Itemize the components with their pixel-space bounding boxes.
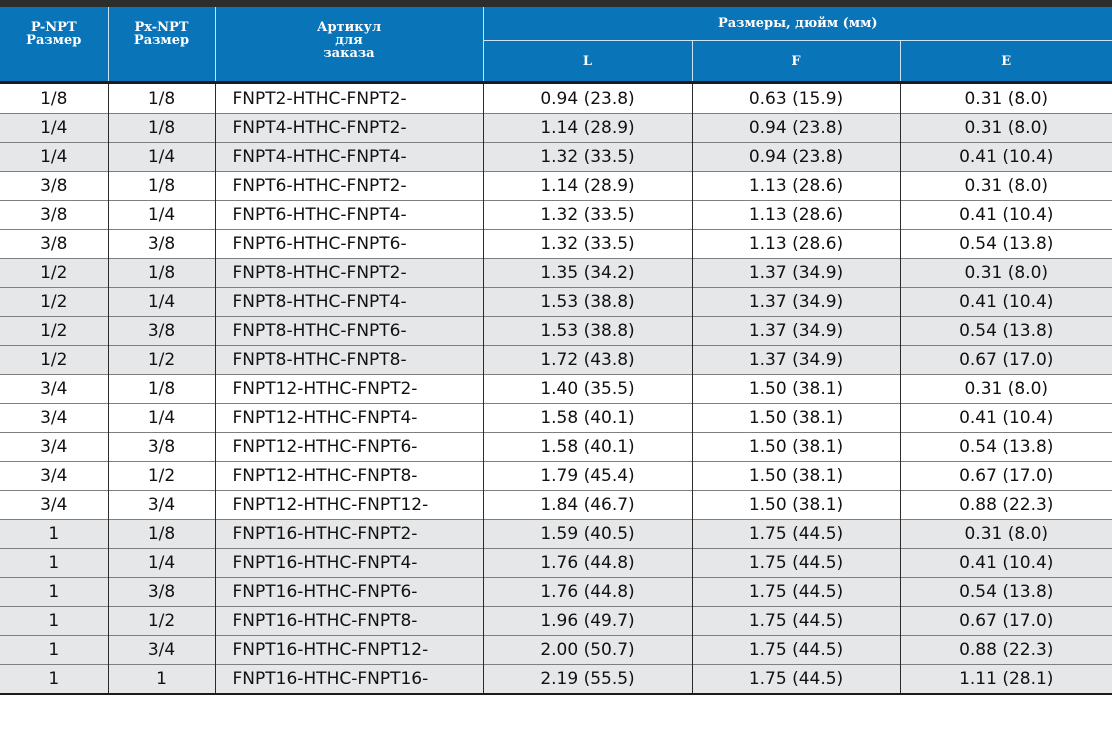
cell-dim-l: 1.53 (38.8) <box>483 317 692 346</box>
cell-part-number: FNPT12-HTHC-FNPT12- <box>215 491 483 520</box>
cell-part-number: FNPT8-HTHC-FNPT4- <box>215 288 483 317</box>
cell-part-number: FNPT8-HTHC-FNPT6- <box>215 317 483 346</box>
dimensions-table <box>0 7 1112 695</box>
cell-dim-e: 0.31 (8.0) <box>900 114 1112 143</box>
cell-dim-e: 0.54 (13.8) <box>900 433 1112 462</box>
cell-dim-e: 0.67 (17.0) <box>900 607 1112 636</box>
cell-dim-l: 1.40 (35.5) <box>483 375 692 404</box>
cell-px-npt-size: 3/4 <box>108 636 215 665</box>
cell-dim-e: 0.54 (13.8) <box>900 230 1112 259</box>
cell-part-number: FNPT4-HTHC-FNPT4- <box>215 143 483 172</box>
cell-p-npt-size: 1 <box>0 665 108 695</box>
cell-p-npt-size: 1 <box>0 520 108 549</box>
cell-px-npt-size: 3/8 <box>108 578 215 607</box>
cell-p-npt-size: 1 <box>0 607 108 636</box>
table-row <box>0 578 1112 607</box>
cell-px-npt-size: 1/2 <box>108 346 215 375</box>
header-px-npt-size-label: Px-NPT Размер <box>133 20 190 48</box>
cell-dim-e: 0.41 (10.4) <box>900 288 1112 317</box>
cell-dim-l: 1.14 (28.9) <box>483 114 692 143</box>
cell-dim-l: 1.84 (46.7) <box>483 491 692 520</box>
cell-p-npt-size: 1 <box>0 636 108 665</box>
cell-dim-l: 1.58 (40.1) <box>483 433 692 462</box>
table-row <box>0 433 1112 462</box>
header-part-number-label: Артикул для заказа <box>316 20 382 61</box>
cell-dim-e: 0.31 (8.0) <box>900 520 1112 549</box>
cell-dim-f: 1.50 (38.1) <box>692 462 900 491</box>
header-p-npt-size-label: P-NPT Размер <box>26 20 82 48</box>
cell-px-npt-size: 3/4 <box>108 491 215 520</box>
cell-dim-f: 1.13 (28.6) <box>692 172 900 201</box>
cell-dim-f: 1.75 (44.5) <box>692 520 900 549</box>
cell-px-npt-size: 1/8 <box>108 520 215 549</box>
table-row <box>0 404 1112 433</box>
cell-p-npt-size: 1/2 <box>0 317 108 346</box>
cell-px-npt-size: 1/4 <box>108 201 215 230</box>
table-row <box>0 491 1112 520</box>
cell-px-npt-size: 1/2 <box>108 607 215 636</box>
cell-p-npt-size: 1/2 <box>0 288 108 317</box>
cell-dim-f: 1.13 (28.6) <box>692 201 900 230</box>
cell-part-number: FNPT4-HTHC-FNPT2- <box>215 114 483 143</box>
cell-dim-f: 1.75 (44.5) <box>692 549 900 578</box>
table-body <box>0 83 1112 695</box>
cell-dim-e: 0.67 (17.0) <box>900 462 1112 491</box>
cell-dim-e: 0.41 (10.4) <box>900 549 1112 578</box>
cell-part-number: FNPT12-HTHC-FNPT2- <box>215 375 483 404</box>
cell-dim-e: 0.54 (13.8) <box>900 578 1112 607</box>
header-px-npt-size <box>108 7 215 83</box>
cell-dim-f: 1.50 (38.1) <box>692 433 900 462</box>
table-row <box>0 607 1112 636</box>
table-header <box>0 7 1112 83</box>
table-row <box>0 288 1112 317</box>
cell-dim-e: 0.41 (10.4) <box>900 201 1112 230</box>
cell-p-npt-size: 3/8 <box>0 230 108 259</box>
table-row <box>0 636 1112 665</box>
cell-part-number: FNPT6-HTHC-FNPT6- <box>215 230 483 259</box>
cell-dim-f: 1.37 (34.9) <box>692 259 900 288</box>
cell-part-number: FNPT16-HTHC-FNPT6- <box>215 578 483 607</box>
cell-dim-e: 0.31 (8.0) <box>900 375 1112 404</box>
cell-p-npt-size: 1/4 <box>0 114 108 143</box>
cell-px-npt-size: 1/2 <box>108 462 215 491</box>
cell-dim-l: 1.59 (40.5) <box>483 520 692 549</box>
cell-dim-e: 0.31 (8.0) <box>900 259 1112 288</box>
table-row <box>0 375 1112 404</box>
cell-p-npt-size: 1 <box>0 549 108 578</box>
cell-p-npt-size: 3/4 <box>0 462 108 491</box>
cell-dim-f: 0.63 (15.9) <box>692 83 900 114</box>
cell-px-npt-size: 1/4 <box>108 404 215 433</box>
cell-dim-f: 1.50 (38.1) <box>692 404 900 433</box>
cell-p-npt-size: 3/4 <box>0 491 108 520</box>
table-row <box>0 346 1112 375</box>
cell-dim-e: 0.31 (8.0) <box>900 172 1112 201</box>
cell-px-npt-size: 1/4 <box>108 549 215 578</box>
cell-dim-f: 1.75 (44.5) <box>692 665 900 695</box>
cell-dim-l: 1.76 (44.8) <box>483 549 692 578</box>
cell-px-npt-size: 1/8 <box>108 114 215 143</box>
cell-dim-e: 0.41 (10.4) <box>900 404 1112 433</box>
cell-dim-l: 1.32 (33.5) <box>483 230 692 259</box>
cell-part-number: FNPT8-HTHC-FNPT8- <box>215 346 483 375</box>
table-row <box>0 143 1112 172</box>
cell-dim-f: 0.94 (23.8) <box>692 143 900 172</box>
cell-p-npt-size: 3/4 <box>0 433 108 462</box>
cell-dim-l: 1.14 (28.9) <box>483 172 692 201</box>
table-row <box>0 230 1112 259</box>
table-row <box>0 259 1112 288</box>
header-p-npt-size <box>0 7 108 83</box>
cell-dim-l: 1.35 (34.2) <box>483 259 692 288</box>
cell-dim-l: 1.32 (33.5) <box>483 143 692 172</box>
cell-dim-l: 1.76 (44.8) <box>483 578 692 607</box>
header-dim-e: E <box>900 41 1112 83</box>
cell-p-npt-size: 1/2 <box>0 346 108 375</box>
cell-part-number: FNPT12-HTHC-FNPT6- <box>215 433 483 462</box>
cell-dim-f: 1.13 (28.6) <box>692 230 900 259</box>
table-row <box>0 520 1112 549</box>
cell-dim-e: 0.31 (8.0) <box>900 83 1112 114</box>
cell-p-npt-size: 1 <box>0 578 108 607</box>
cell-p-npt-size: 1/2 <box>0 259 108 288</box>
cell-part-number: FNPT16-HTHC-FNPT8- <box>215 607 483 636</box>
cell-dim-l: 2.00 (50.7) <box>483 636 692 665</box>
cell-p-npt-size: 3/4 <box>0 375 108 404</box>
cell-dim-f: 1.75 (44.5) <box>692 578 900 607</box>
cell-dim-l: 1.53 (38.8) <box>483 288 692 317</box>
cell-dim-e: 0.88 (22.3) <box>900 491 1112 520</box>
header-dim-f: F <box>692 41 900 83</box>
table-row <box>0 462 1112 491</box>
cell-px-npt-size: 1/8 <box>108 172 215 201</box>
cell-part-number: FNPT16-HTHC-FNPT12- <box>215 636 483 665</box>
cell-dim-f: 1.75 (44.5) <box>692 636 900 665</box>
cell-p-npt-size: 1/8 <box>0 83 108 114</box>
header-dim-l: L <box>483 41 692 83</box>
cell-px-npt-size: 1/8 <box>108 259 215 288</box>
table-row <box>0 665 1112 695</box>
cell-px-npt-size: 1/4 <box>108 143 215 172</box>
cell-dim-f: 1.50 (38.1) <box>692 375 900 404</box>
cell-dim-f: 1.75 (44.5) <box>692 607 900 636</box>
cell-p-npt-size: 3/4 <box>0 404 108 433</box>
cell-dim-e: 0.88 (22.3) <box>900 636 1112 665</box>
cell-px-npt-size: 1/4 <box>108 288 215 317</box>
table-row <box>0 201 1112 230</box>
table-row <box>0 317 1112 346</box>
cell-px-npt-size: 1 <box>108 665 215 695</box>
cell-px-npt-size: 1/8 <box>108 83 215 114</box>
cell-dim-l: 1.72 (43.8) <box>483 346 692 375</box>
cell-p-npt-size: 3/8 <box>0 172 108 201</box>
cell-px-npt-size: 1/8 <box>108 375 215 404</box>
table-row <box>0 83 1112 114</box>
cell-dim-f: 0.94 (23.8) <box>692 114 900 143</box>
cell-part-number: FNPT12-HTHC-FNPT8- <box>215 462 483 491</box>
table-row <box>0 172 1112 201</box>
cell-dim-l: 1.96 (49.7) <box>483 607 692 636</box>
cell-dim-e: 0.54 (13.8) <box>900 317 1112 346</box>
cell-part-number: FNPT12-HTHC-FNPT4- <box>215 404 483 433</box>
table-row <box>0 114 1112 143</box>
cell-part-number: FNPT16-HTHC-FNPT4- <box>215 549 483 578</box>
cell-dim-f: 1.50 (38.1) <box>692 491 900 520</box>
cell-dim-l: 1.79 (45.4) <box>483 462 692 491</box>
top-rule <box>0 0 1112 7</box>
cell-dim-l: 0.94 (23.8) <box>483 83 692 114</box>
cell-dim-e: 0.41 (10.4) <box>900 143 1112 172</box>
cell-part-number: FNPT6-HTHC-FNPT4- <box>215 201 483 230</box>
cell-dim-f: 1.37 (34.9) <box>692 346 900 375</box>
cell-dim-e: 1.11 (28.1) <box>900 665 1112 695</box>
cell-px-npt-size: 3/8 <box>108 230 215 259</box>
cell-dim-f: 1.37 (34.9) <box>692 288 900 317</box>
cell-dim-l: 1.58 (40.1) <box>483 404 692 433</box>
cell-dim-l: 2.19 (55.5) <box>483 665 692 695</box>
cell-dim-l: 1.32 (33.5) <box>483 201 692 230</box>
cell-part-number: FNPT2-HTHC-FNPT2- <box>215 83 483 114</box>
cell-part-number: FNPT16-HTHC-FNPT2- <box>215 520 483 549</box>
cell-px-npt-size: 3/8 <box>108 317 215 346</box>
cell-px-npt-size: 3/8 <box>108 433 215 462</box>
cell-part-number: FNPT8-HTHC-FNPT2- <box>215 259 483 288</box>
header-part-number <box>215 7 483 83</box>
table-row <box>0 549 1112 578</box>
cell-dim-f: 1.37 (34.9) <box>692 317 900 346</box>
cell-p-npt-size: 3/8 <box>0 201 108 230</box>
header-dimensions-group: Размеры, дюйм (мм) <box>483 7 1112 41</box>
cell-p-npt-size: 1/4 <box>0 143 108 172</box>
cell-dim-e: 0.67 (17.0) <box>900 346 1112 375</box>
cell-part-number: FNPT16-HTHC-FNPT16- <box>215 665 483 695</box>
cell-part-number: FNPT6-HTHC-FNPT2- <box>215 172 483 201</box>
